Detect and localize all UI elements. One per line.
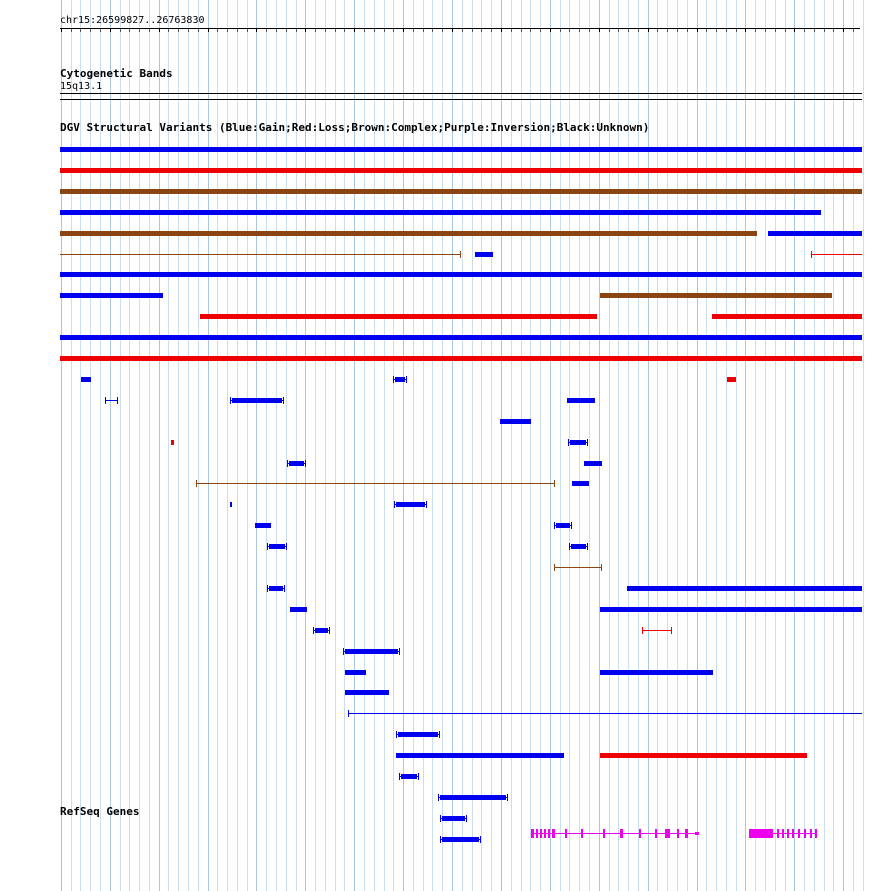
variant-cap — [283, 397, 284, 404]
gene-exon — [685, 829, 688, 838]
variant-cap — [393, 376, 394, 383]
variant-cap — [811, 251, 812, 258]
variant-bar — [712, 314, 862, 319]
variant-bar — [600, 607, 862, 612]
scale-minor-tick — [384, 29, 385, 32]
variant-cap — [267, 543, 268, 550]
variant-cap — [554, 480, 555, 487]
gene-exon — [787, 829, 789, 838]
scale-minor-tick — [276, 29, 277, 32]
variant-cap — [571, 522, 572, 529]
variant-bar — [345, 690, 389, 695]
variant-bar — [768, 231, 862, 236]
gene-exon — [777, 829, 779, 838]
scale-tick — [794, 28, 795, 32]
scale-minor-tick — [716, 29, 717, 32]
variant-bar — [171, 440, 174, 445]
variant-bar — [475, 252, 493, 257]
variant-cap — [671, 627, 672, 634]
gene-exon — [792, 829, 794, 838]
scale-tick — [61, 28, 62, 32]
variant-bar — [727, 377, 736, 382]
variant-bar — [567, 398, 595, 403]
variant-block — [401, 774, 417, 779]
scale-minor-tick — [726, 29, 727, 32]
scale-minor-tick — [579, 29, 580, 32]
scale-minor-tick — [491, 29, 492, 32]
gene-exon — [749, 829, 773, 838]
variant-cap — [284, 585, 285, 592]
variant-bar — [290, 607, 307, 612]
variant-cap — [418, 773, 419, 780]
variant-cap — [554, 522, 555, 529]
scale-minor-tick — [755, 29, 756, 32]
scale-tick — [745, 28, 746, 32]
variant-bar — [60, 189, 862, 194]
scale-minor-tick — [765, 29, 766, 32]
variant-cap — [440, 815, 441, 822]
scale-minor-tick — [521, 29, 522, 32]
scale-minor-tick — [120, 29, 121, 32]
variant-block — [315, 628, 328, 633]
scale-tick — [305, 28, 306, 32]
scale-minor-tick — [100, 29, 101, 32]
scale-minor-tick — [530, 29, 531, 32]
gene-exon — [677, 829, 679, 838]
scale-minor-tick — [178, 29, 179, 32]
variant-bar — [600, 293, 832, 298]
variant-cap — [287, 460, 288, 467]
scale-tick — [550, 28, 551, 32]
variant-bar — [255, 523, 271, 528]
gene-exon — [548, 829, 550, 838]
scale-minor-tick — [344, 29, 345, 32]
gene-exon — [798, 829, 800, 838]
gene-exon — [804, 829, 806, 838]
variant-bar — [60, 168, 862, 173]
scale-minor-tick — [198, 29, 199, 32]
dgv-track-title: DGV Structural Variants (Blue:Gain;Red:Loss;Brown:Complex;Purple:Inversion;Black:Unknown) — [60, 121, 650, 134]
variant-cap — [554, 564, 555, 571]
scale-minor-tick — [90, 29, 91, 32]
scale-minor-tick — [432, 29, 433, 32]
variant-span — [642, 630, 672, 631]
variant-cap — [329, 627, 330, 634]
scale-minor-tick — [237, 29, 238, 32]
variant-span — [348, 713, 862, 714]
scale-minor-tick — [129, 29, 130, 32]
scale-minor-tick — [423, 29, 424, 32]
gene-exon — [810, 829, 812, 838]
scale-minor-tick — [833, 29, 834, 32]
variant-bar — [627, 586, 862, 591]
scale-tick — [599, 28, 600, 32]
variant-cap — [439, 731, 440, 738]
variant-cap — [230, 397, 231, 404]
variant-span — [554, 567, 602, 568]
variant-cap — [117, 397, 118, 404]
variant-bar — [60, 335, 862, 340]
scale-tick — [501, 28, 502, 32]
cytoband-track-title: Cytogenetic Bands — [60, 67, 173, 80]
scale-minor-tick — [667, 29, 668, 32]
scale-minor-tick — [286, 29, 287, 32]
variant-block — [395, 377, 405, 382]
variant-bar — [60, 293, 163, 298]
scale-tick — [354, 28, 355, 32]
variant-span — [811, 254, 862, 255]
gene-exon — [665, 829, 670, 838]
scale-minor-tick — [374, 29, 375, 32]
variant-cap — [466, 815, 467, 822]
scale-minor-tick — [139, 29, 140, 32]
scale-minor-tick — [628, 29, 629, 32]
variant-bar — [60, 147, 862, 152]
scale-minor-tick — [657, 29, 658, 32]
gene-exon — [536, 829, 538, 838]
scale-minor-tick — [393, 29, 394, 32]
variant-span — [60, 254, 461, 255]
scale-minor-tick — [325, 29, 326, 32]
scale-minor-tick — [188, 29, 189, 32]
variant-cap — [642, 627, 643, 634]
scale-minor-tick — [335, 29, 336, 32]
scale-minor-tick — [80, 29, 81, 32]
variant-cap — [460, 251, 461, 258]
gene-exon — [620, 829, 623, 838]
scale-minor-tick — [364, 29, 365, 32]
scale-minor-tick — [168, 29, 169, 32]
scale-minor-tick — [609, 29, 610, 32]
variant-bar — [81, 377, 91, 382]
variant-bar — [500, 419, 531, 424]
gene-exon — [581, 829, 583, 838]
scale-minor-tick — [540, 29, 541, 32]
scale-axis-line — [60, 28, 860, 29]
scale-minor-tick — [71, 29, 72, 32]
gene-exon — [552, 829, 555, 838]
variant-block — [289, 461, 304, 466]
variant-cap — [587, 439, 588, 446]
region-label: chr15:26599827..26763830 — [60, 15, 205, 26]
scale-tick — [843, 28, 844, 32]
scale-minor-tick — [569, 29, 570, 32]
cytoband-line-bottom — [60, 99, 862, 100]
variant-bar — [584, 461, 602, 466]
scale-minor-tick — [775, 29, 776, 32]
variant-block — [345, 649, 398, 654]
scale-minor-tick — [266, 29, 267, 32]
variant-block — [269, 544, 285, 549]
variant-cap — [438, 794, 439, 801]
variant-cap — [601, 564, 602, 571]
variant-cap — [267, 585, 268, 592]
scale-minor-tick — [853, 29, 854, 32]
variant-bar — [60, 210, 821, 215]
gene-strand-arrow — [695, 832, 699, 835]
grid-line — [824, 0, 825, 891]
gene-exon — [531, 829, 534, 838]
variant-block — [442, 837, 479, 842]
scale-minor-tick — [315, 29, 316, 32]
variant-block — [269, 586, 283, 591]
variant-cap — [587, 543, 588, 550]
variant-cap — [348, 710, 349, 717]
grid-line — [863, 0, 864, 891]
variant-block — [570, 440, 586, 445]
gene-exon — [815, 829, 817, 838]
variant-block — [398, 732, 438, 737]
scale-minor-tick — [247, 29, 248, 32]
cytoband-label: 15q13.1 — [60, 81, 103, 92]
grid-line — [843, 0, 844, 891]
variant-cap — [286, 543, 287, 550]
variant-span — [196, 483, 555, 484]
scale-minor-tick — [511, 29, 512, 32]
variant-bar — [60, 231, 757, 236]
scale-tick — [159, 28, 160, 32]
scale-minor-tick — [217, 29, 218, 32]
gene-exon — [540, 829, 542, 838]
variant-bar — [345, 670, 366, 675]
scale-minor-tick — [618, 29, 619, 32]
variant-bar — [572, 481, 589, 486]
variant-cap — [105, 397, 106, 404]
refseq-track-title: RefSeq Genes — [60, 805, 140, 818]
scale-minor-tick — [706, 29, 707, 32]
scale-minor-tick — [149, 29, 150, 32]
scale-tick — [208, 28, 209, 32]
variant-block — [556, 523, 570, 528]
scale-minor-tick — [560, 29, 561, 32]
scale-minor-tick — [687, 29, 688, 32]
variant-cap — [343, 648, 344, 655]
gene-exon — [639, 829, 641, 838]
scale-minor-tick — [824, 29, 825, 32]
scale-minor-tick — [589, 29, 590, 32]
scale-minor-tick — [296, 29, 297, 32]
scale-minor-tick — [638, 29, 639, 32]
scale-tick — [403, 28, 404, 32]
variant-cap — [569, 543, 570, 550]
variant-cap — [396, 731, 397, 738]
scale-minor-tick — [814, 29, 815, 32]
gene-exon — [544, 829, 546, 838]
scale-tick — [256, 28, 257, 32]
variant-cap — [507, 794, 508, 801]
variant-cap — [196, 480, 197, 487]
grid-line — [814, 0, 815, 891]
variant-cap — [480, 836, 481, 843]
variant-bar — [200, 314, 597, 319]
scale-tick — [452, 28, 453, 32]
variant-block — [232, 398, 282, 403]
variant-bar — [600, 753, 807, 758]
variant-bar — [600, 670, 713, 675]
variant-bar — [230, 502, 232, 507]
scale-minor-tick — [462, 29, 463, 32]
variant-cap — [440, 836, 441, 843]
variant-cap — [305, 460, 306, 467]
gene-exon — [655, 829, 657, 838]
scale-minor-tick — [481, 29, 482, 32]
gene-exon — [565, 829, 567, 838]
variant-bar — [60, 356, 862, 361]
variant-cap — [426, 501, 427, 508]
gene-exon — [782, 829, 784, 838]
variant-block — [442, 816, 465, 821]
variant-cap — [568, 439, 569, 446]
variant-cap — [406, 376, 407, 383]
scale-minor-tick — [442, 29, 443, 32]
scale-minor-tick — [804, 29, 805, 32]
scale-minor-tick — [413, 29, 414, 32]
variant-block — [571, 544, 586, 549]
grid-line — [833, 0, 834, 891]
variant-block — [396, 502, 425, 507]
gene-intron-line — [531, 833, 697, 834]
variant-bar — [396, 753, 564, 758]
scale-minor-tick — [227, 29, 228, 32]
variant-cap — [399, 773, 400, 780]
scale-minor-tick — [472, 29, 473, 32]
variant-bar — [60, 272, 862, 277]
variant-cap — [399, 648, 400, 655]
variant-cap — [313, 627, 314, 634]
grid-line — [853, 0, 854, 891]
scale-tick — [648, 28, 649, 32]
scale-minor-tick — [785, 29, 786, 32]
variant-cap — [394, 501, 395, 508]
scale-tick — [697, 28, 698, 32]
scale-minor-tick — [736, 29, 737, 32]
variant-block — [440, 795, 506, 800]
scale-tick — [110, 28, 111, 32]
gene-exon — [603, 829, 605, 838]
cytoband-line-top — [60, 93, 862, 94]
scale-minor-tick — [677, 29, 678, 32]
